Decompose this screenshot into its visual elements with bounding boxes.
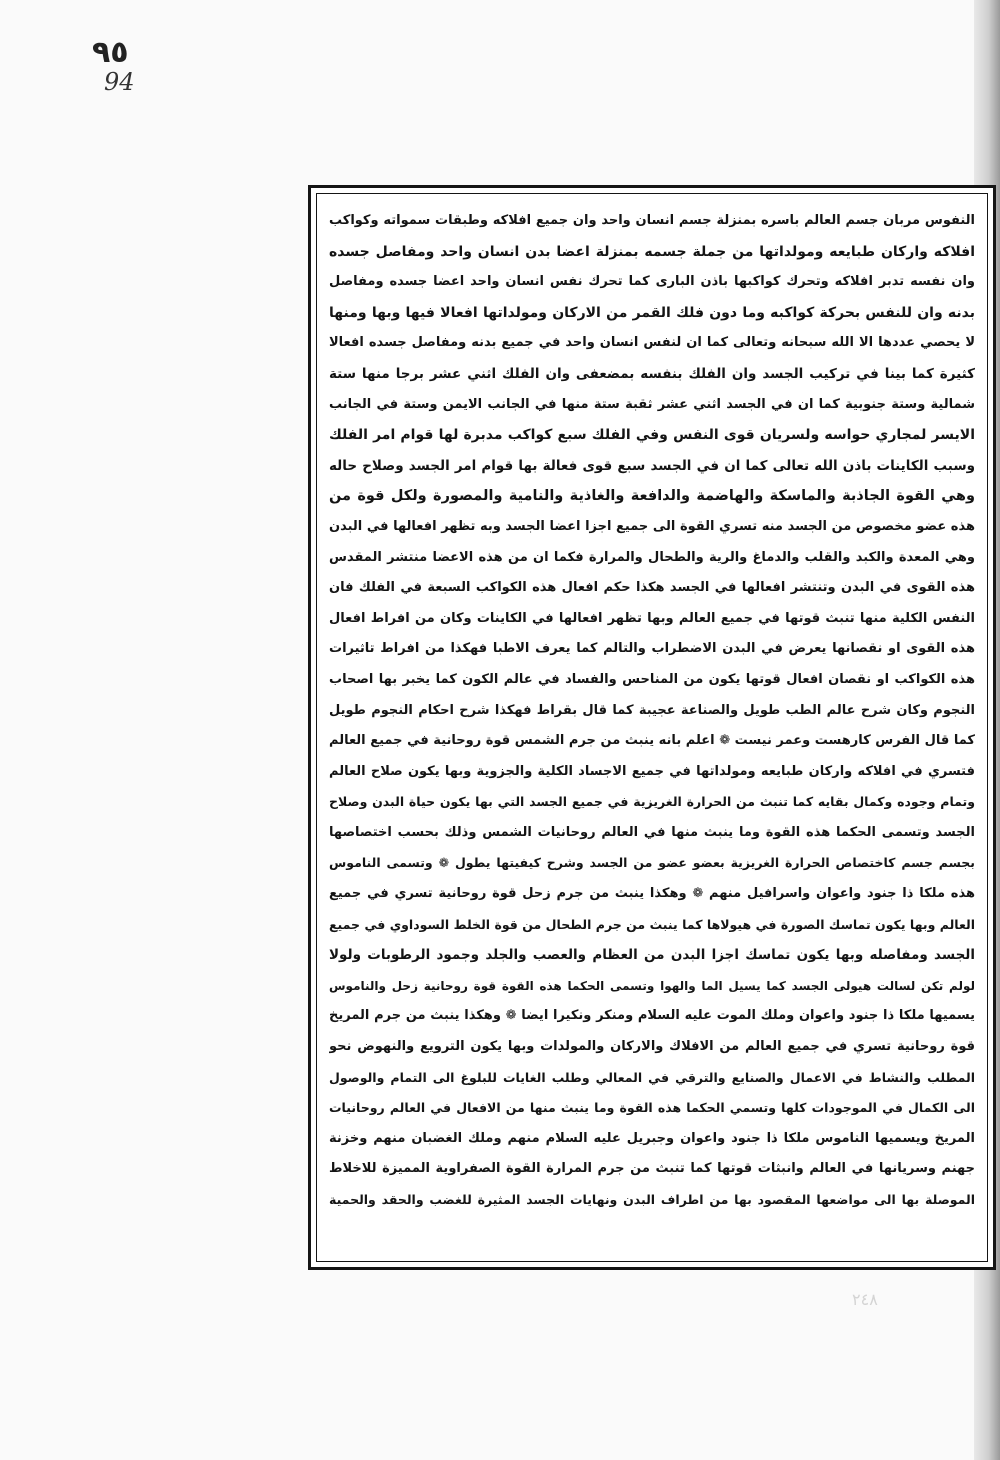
manuscript-line: قوة روحانية تسري في جميع العالم من الافلاك والاركان والمولدات وبها يكون الترويع والنهوض نحو: [329, 1039, 975, 1055]
manuscript-line: النفوس مربان جسم العالم باسره بمنزلة جسم انسان واحد وان جميع افلاكه وطبقات سمواته وكواكب: [329, 213, 975, 228]
manuscript-line: هذه القوى في البدن وتنتشر افعالها في الجسد هكذا حكم افعال هذه الكواكب السبعة في الفلك فان: [329, 580, 975, 596]
manuscript-line: افلاكه واركان طبايعه ومولداتها من جملة جسمه بمنزلة اعضا بدن انسان واحد ومفاصل جسده: [329, 243, 975, 260]
folio-number: [92, 35, 135, 96]
manuscript-line: وسبب الكاينات باذن الله تعالى كما ان في الجسد سبع قوى فعالة بها قوام امر الجسد وصلاح حاله: [329, 457, 975, 474]
manuscript-line: فتسري في افلاكه واركان طبايعه ومولداتها في جميع الاجساد الكلية والجزوية وبها يكون صلاح العالم: [329, 763, 975, 779]
manuscript-line: الجسد وتسمى الحكما هذه القوة وما ينبث منها في العالم روحانيات الشمس وذلك بحسب اختصاصها: [329, 824, 975, 840]
manuscript-line: بدنه وان للنفس بحركة كواكبه وما دون فلك القمر من الاركان ومولداتها افعالا فيها وبها ومنها: [329, 304, 975, 321]
manuscript-line: المطلب والنشاط في الاعمال والصنايع والترقي في المعالي وطلب الغايات للبلوغ الى التمام والوصول: [329, 1069, 975, 1085]
manuscript-line: وهي المعدة والكبد والقلب والدماغ والرية والطحال والمرارة فكما ان من هذه الاعضا منتشر المقدس: [329, 549, 975, 565]
manuscript-line: الى الكمال في الموجودات كلها وتسمي الحكما هذه القوة وما ينبث منها من الافعال في العالم روحانيات: [329, 1100, 975, 1116]
text-frame-outer-border: [308, 185, 996, 1270]
manuscript-line: الايسر لمجاري حواسه ولسريان قوى النفس وفي الفلك سبع كواكب مدبرة لها قوام امر الفلك: [329, 427, 975, 444]
manuscript-line: هذه الكواكب او نقصان افعال قوتها يكون من المناحس والفساد في عالم الكون كما يخبر بها اصحاب: [329, 671, 975, 687]
manuscript-line: الموصلة بها الى مواضعها المقصود بها من اطراف البدن ونهايات الجسد المثيرة للغضب والحقد والحمية: [329, 1192, 975, 1207]
manuscript-line: النجوم وكان شرح عالم الطب طويل والصناعة عجيبة كما قال بقراط فهكذا شرح احكام النجوم طويل: [329, 702, 975, 718]
manuscript-line: كثيرة كما بينا في تركيب الجسد وان الفلك بنفسه بمضعفى وان الفلك اثني عشر برجا منها ستة: [329, 365, 975, 382]
manuscript-text-block: [329, 206, 975, 1216]
manuscript-line: هذه القوى او نقصانها يعرض في البدن الاضطراب والتالم كما يعرف الاطبا فهكذا من افراط تاثيرات: [329, 641, 975, 657]
manuscript-line: العالم وبها يكون تماسك الصورة في هيولاها كما ينبث من جرم الطحال من قوة الخلط السوداوي في جميع: [329, 916, 975, 932]
manuscript-line: وهي القوة الجاذبة والماسكة والهاضمة والدافعة والغاذية والنامية والمصورة ولكل قوة من: [329, 488, 975, 505]
manuscript-line: جهنم وسريانها في العالم وانبثات قوتها كما تنبث من جرم المرارة القوة الصفراوية المميزة للاخلاط: [329, 1161, 975, 1177]
manuscript-line: الجسد ومفاصله وبها يكون تماسك اجزا البدن من العظام والعصب والجلد وجمود الرطوبات ولولا: [329, 947, 975, 964]
manuscript-line: هذه ملكا ذا جنود واعوان واسرافيل منهم ❁ وهكذا ينبث من جرم زحل قوة روحانية تسري في جميع: [329, 886, 975, 902]
folio-number-primary: ٩٥: [92, 35, 129, 70]
manuscript-line: بجسم جسم كاختصاص الحرارة الغريزية بعضو عضو من الجسد وشرح كيفيتها يطول ❁ وتسمى الناموس: [329, 855, 975, 871]
faint-stamp: ٢٤٨: [852, 1290, 878, 1309]
manuscript-line: هذه عضو مخصوص من الجسد منه تسري القوة الى جميع اجزا اعضا الجسد وبه تظهر افعالها في البدن: [329, 518, 975, 534]
manuscript-line: لا يحصي عددها الا الله سبحانه وتعالى كما ان لنفس انسان واحد في جميع بدنه ومفاصل جسده افعالا: [329, 335, 975, 351]
manuscript-line: كما قال الفرس كارهست وعمر نيست ❁ اعلم بانه ينبث من جرم الشمس قوة روحانية في جميع العالم: [329, 733, 975, 749]
text-frame-inner-border: [316, 193, 988, 1262]
manuscript-line: النفس الكلية منها تنبث قوتها في جميع العالم وبها تظهر افعالها في الكاينات وكان من افراط افعال: [329, 610, 975, 626]
manuscript-line: المريخ ويسميها الناموس ملكا ذا جنود واعوان وجبريل عليه السلام منهم وملك الغضبان منهم وخزنة: [329, 1130, 975, 1146]
manuscript-line: لولم تكن لسالت هيولى الجسد كما يسيل الما والهوا وتسمى الحكما هذه القوة قوة روحانية زحل والناموس: [329, 978, 975, 993]
folio-number-secondary: 94: [104, 68, 135, 96]
manuscript-line: يسميها ملكا ذا جنود واعوان وملك الموت عليه السلام ومنكر ونكيرا ايضا ❁ وهكذا ينبث من جرم المريخ: [329, 1008, 975, 1024]
manuscript-line: وان نفسه تدبر افلاكه وتحرك كواكبها باذن البارى كما تحرك نفس انسان واحد اعضا جسده ومفاصل: [329, 274, 975, 290]
manuscript-line: شمالية وستة جنوبية كما ان في الجسد اثني عشر ثقبة ستة منها في الجانب الايمن وستة في الجانب: [329, 396, 975, 412]
manuscript-line: وتمام وجوده وكمال بقايه كما تنبث من الحرارة الغريزية في جميع الجسد التي بها يكون حياة البدن وصلاح: [329, 794, 975, 810]
